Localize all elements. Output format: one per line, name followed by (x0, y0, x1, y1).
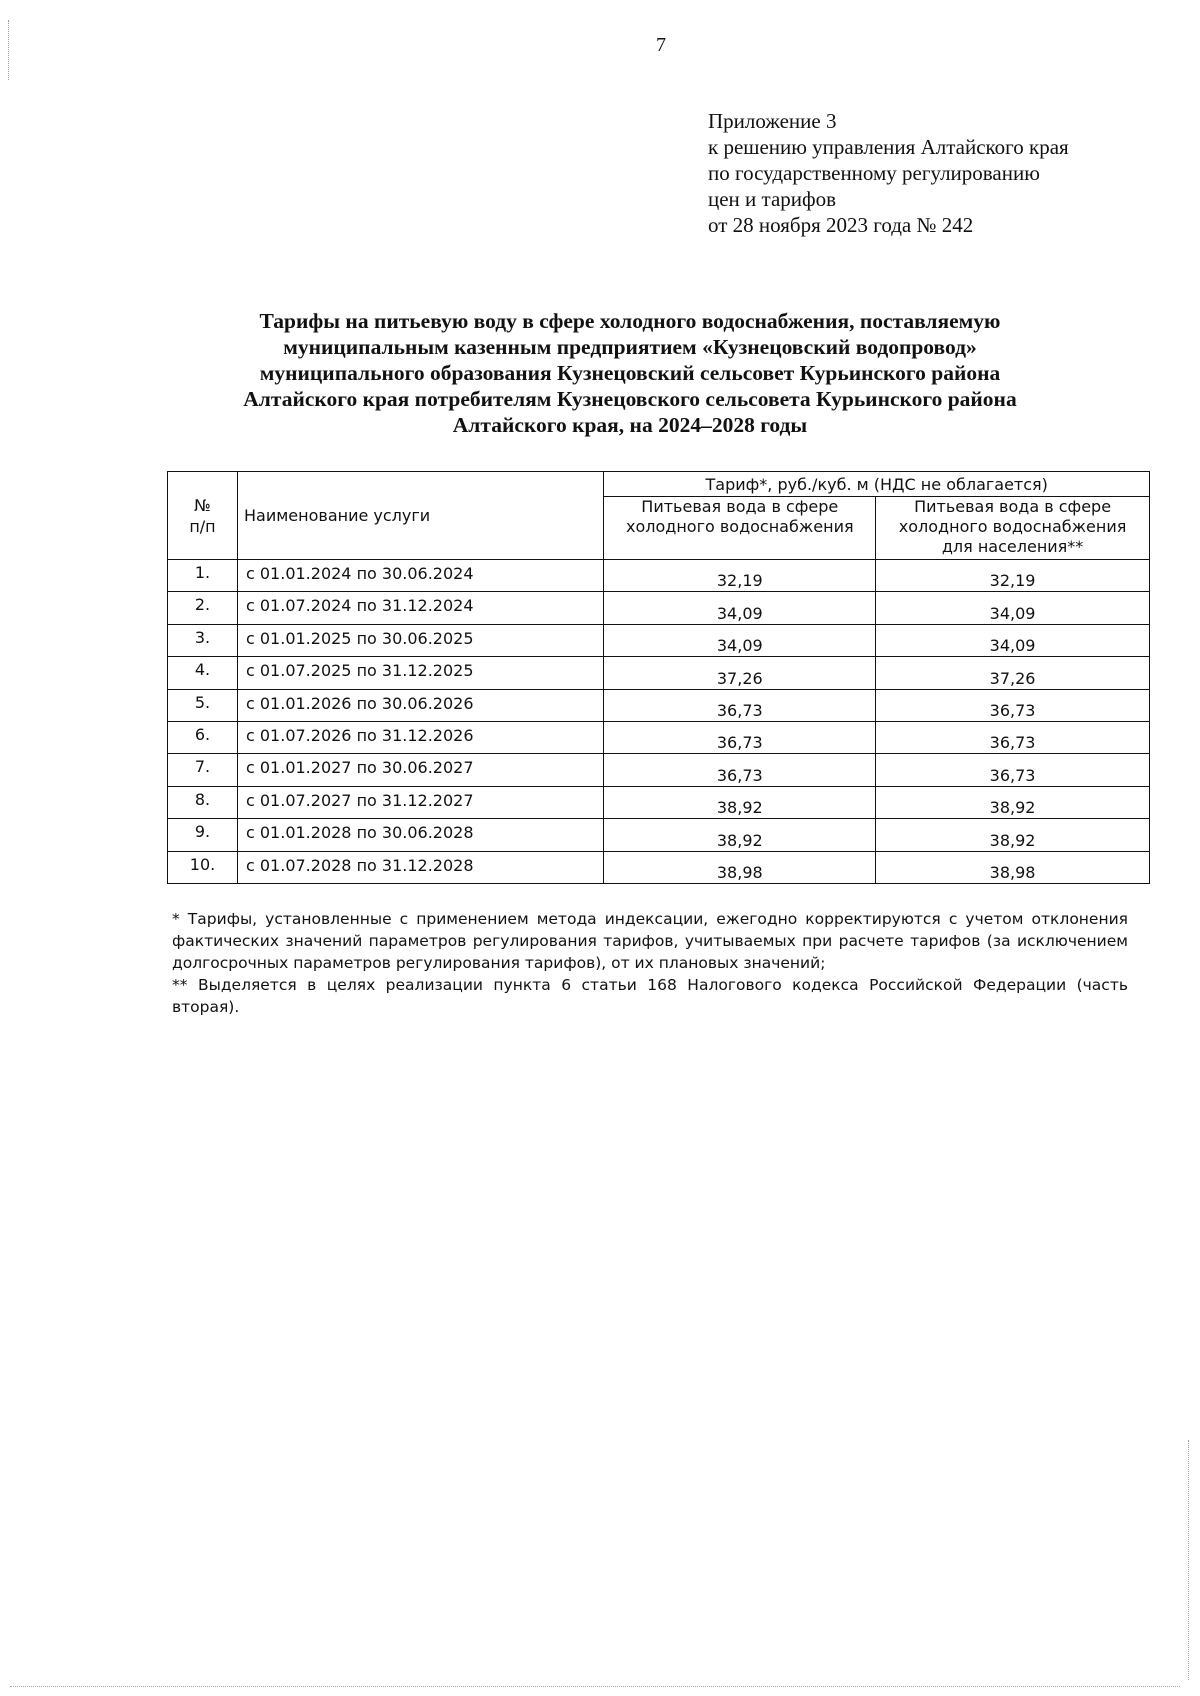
row-period: с 01.07.2028 по 31.12.2028 (237, 851, 603, 883)
scan-edge-left (8, 20, 10, 80)
title-line: Алтайского края потребителям Кузнецовского сельсовета Курьинского района (243, 387, 1017, 411)
header-col2-line: холодного водоснабжения (898, 517, 1127, 536)
appendix-block (708, 108, 1069, 238)
appendix-line: Приложение 3 (708, 109, 837, 133)
title-line: муниципального образования Кузнецовский сельсовет Курьинского района (259, 361, 1001, 385)
row-period: с 01.01.2024 по 30.06.2024 (237, 560, 603, 592)
document-title (150, 308, 1110, 438)
header-population-tariff-column (876, 497, 1150, 560)
row-number: 9. (168, 819, 238, 851)
row-tariff: 32,19 (604, 560, 876, 592)
tariff-table (167, 471, 1150, 884)
table-row (168, 754, 1150, 786)
row-tariff-population: 34,09 (876, 624, 1150, 656)
table-row (168, 560, 1150, 592)
header-number-abbr: п/п (189, 516, 216, 536)
row-tariff: 38,92 (604, 786, 876, 818)
row-period: с 01.01.2026 по 30.06.2026 (237, 689, 603, 721)
row-tariff-population: 38,92 (876, 819, 1150, 851)
row-tariff: 34,09 (604, 592, 876, 624)
table-row (168, 851, 1150, 883)
scan-edge-right (1188, 1440, 1190, 1680)
row-tariff-population: 32,19 (876, 560, 1150, 592)
appendix-line: к решению управления Алтайского края (708, 135, 1069, 159)
row-tariff-population: 36,73 (876, 754, 1150, 786)
row-number: 7. (168, 754, 238, 786)
row-number: 5. (168, 689, 238, 721)
footnotes (172, 908, 1128, 1018)
appendix-line: от 28 ноября 2023 года № 242 (708, 213, 974, 237)
table-row (168, 592, 1150, 624)
row-tariff: 36,73 (604, 689, 876, 721)
row-period: с 01.01.2028 по 30.06.2028 (237, 819, 603, 851)
table-row (168, 624, 1150, 656)
row-number: 1. (168, 560, 238, 592)
header-tariff-group: Тариф*, руб./куб. м (НДС не облагается) (604, 472, 1150, 497)
row-number: 3. (168, 624, 238, 656)
header-col1-line: холодного водоснабжения (625, 517, 854, 536)
table-row (168, 689, 1150, 721)
row-tariff: 37,26 (604, 657, 876, 689)
table-row (168, 657, 1150, 689)
page-number: 7 (656, 34, 666, 56)
header-col2-line: для населения** (941, 537, 1084, 556)
footnote-vat: ** Выделяется в целях реализации пункта 6 статьи 168 Налогового кодекса Российской Федерации (часть вторая). (172, 976, 1128, 1016)
table-row (168, 819, 1150, 851)
header-col1-line: Питьевая вода в сфере (641, 497, 839, 516)
appendix-line: по государственному регулированию (708, 161, 1040, 185)
title-line: муниципальным казенным предприятием «Кузнецовский водопровод» (283, 335, 977, 359)
row-tariff-population: 38,98 (876, 851, 1150, 883)
row-period: с 01.07.2024 по 31.12.2024 (237, 592, 603, 624)
title-line: Алтайского края, на 2024–2028 годы (452, 413, 808, 437)
row-period: с 01.07.2025 по 31.12.2025 (237, 657, 603, 689)
row-period: с 01.07.2027 по 31.12.2027 (237, 786, 603, 818)
row-tariff: 34,09 (604, 624, 876, 656)
row-tariff-population: 34,09 (876, 592, 1150, 624)
header-tariff-column (604, 497, 876, 560)
row-period: с 01.07.2026 по 31.12.2026 (237, 721, 603, 753)
table-row (168, 786, 1150, 818)
row-number: 2. (168, 592, 238, 624)
header-col2-line: Питьевая вода в сфере (914, 497, 1112, 516)
row-tariff-population: 36,73 (876, 689, 1150, 721)
row-period: с 01.01.2027 по 30.06.2027 (237, 754, 603, 786)
row-tariff: 36,73 (604, 754, 876, 786)
scan-edge-bottom (10, 1686, 1180, 1688)
header-service-name: Наименование услуги (237, 472, 603, 560)
row-tariff: 38,98 (604, 851, 876, 883)
row-number: 10. (168, 851, 238, 883)
title-line: Тарифы на питьевую воду в сфере холодного водоснабжения, поставляемую (259, 309, 1001, 333)
row-tariff: 38,92 (604, 819, 876, 851)
header-number (168, 472, 238, 560)
footnote-indexation: * Тарифы, установленные с применением метода индексации, ежегодно корректируются с учетом отклонения фактических значений параметров регулирования тарифов, учитываемых при расчете тарифов (за исключением долгосрочных параметров регулирования тарифов), от их плановых значений; (172, 910, 1128, 972)
row-tariff: 36,73 (604, 721, 876, 753)
row-number: 8. (168, 786, 238, 818)
appendix-line: цен и тарифов (708, 187, 837, 211)
row-period: с 01.01.2025 по 30.06.2025 (237, 624, 603, 656)
row-tariff-population: 37,26 (876, 657, 1150, 689)
row-tariff-population: 36,73 (876, 721, 1150, 753)
row-number: 6. (168, 721, 238, 753)
table-row (168, 721, 1150, 753)
row-tariff-population: 38,92 (876, 786, 1150, 818)
header-number-symbol: № (194, 495, 211, 515)
row-number: 4. (168, 657, 238, 689)
